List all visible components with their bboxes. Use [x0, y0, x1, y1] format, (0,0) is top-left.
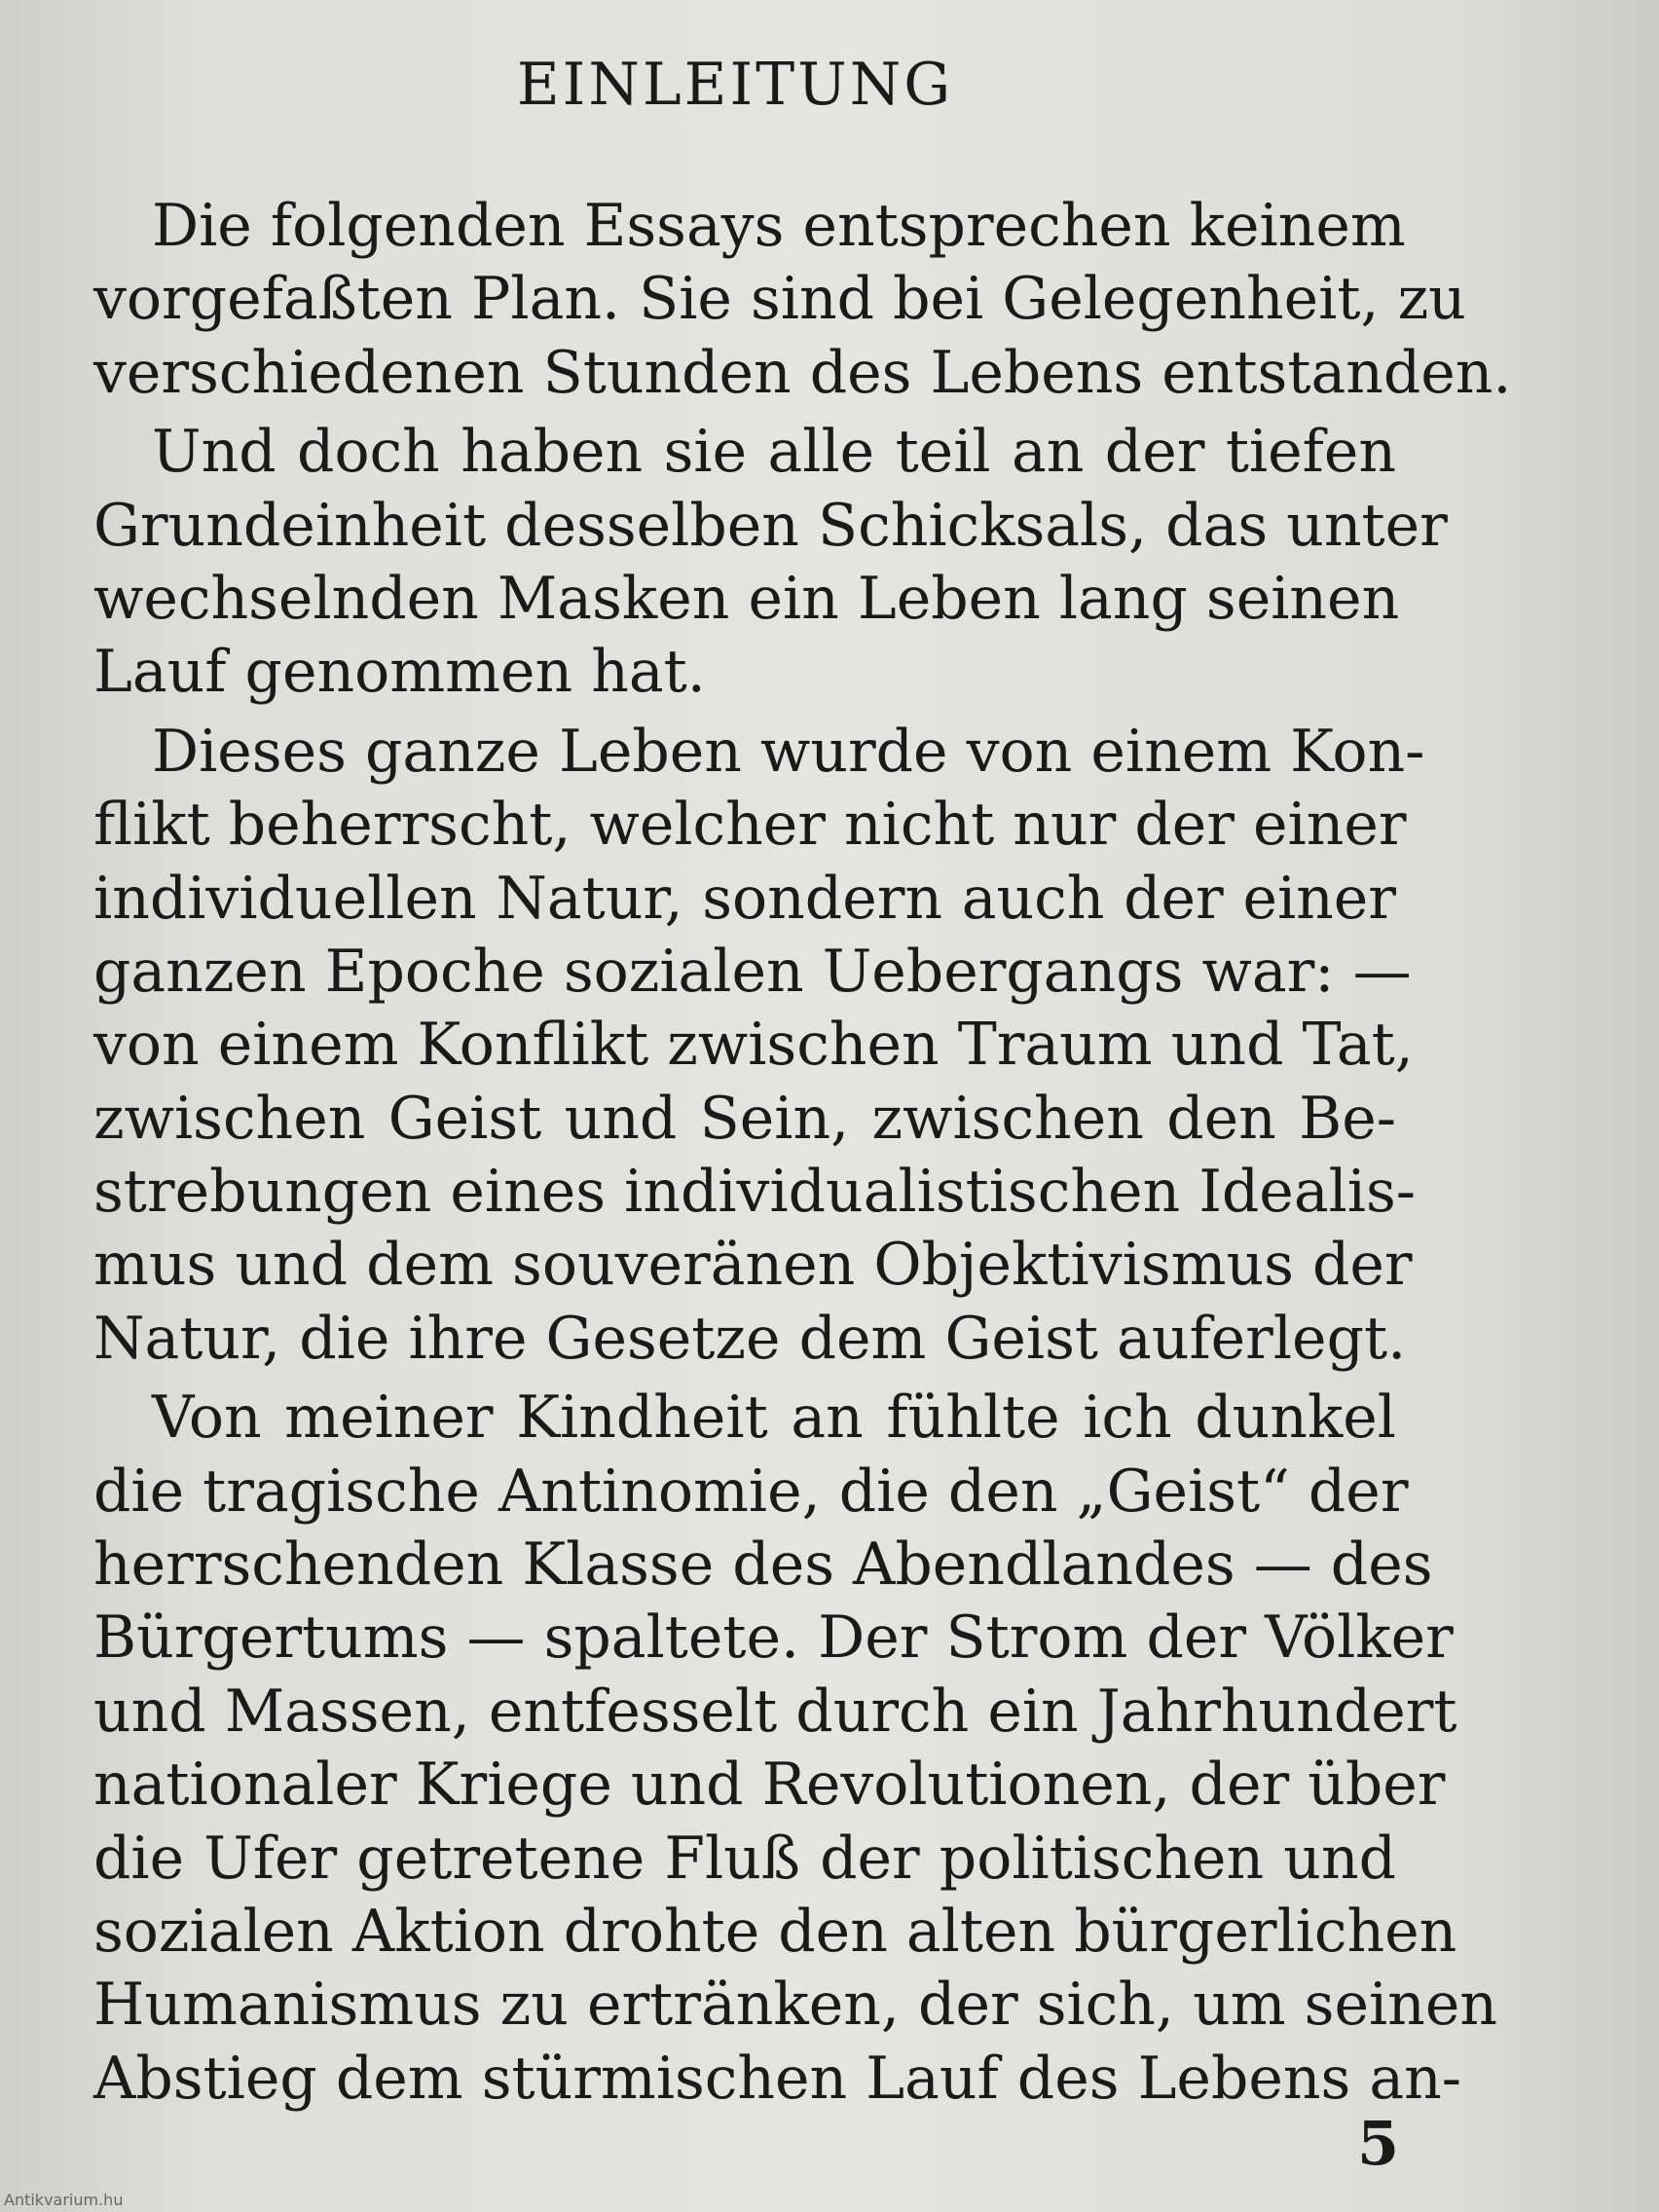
page-number: 5: [1357, 2108, 1400, 2179]
text-line: von einem Konflikt zwischen Traum und Tat,: [93, 1011, 1414, 1080]
text-line: Lauf genommen hat.: [93, 638, 706, 707]
body-text: [93, 190, 1512, 2116]
text-line: und Massen, entfesselt durch ein Jahrhundert: [93, 1677, 1457, 1746]
text-line: vorgefaßten Plan. Sie sind bei Gelegenheit, zu: [93, 265, 1466, 334]
text-line: strebungen eines individualistischen Idealis-: [93, 1158, 1417, 1227]
text-line: Bürgertums — spaltete. Der Strom der Völker: [93, 1604, 1454, 1673]
text-line: herrschenden Klasse des Abendlandes — des: [93, 1530, 1433, 1600]
text-line: die tragische Antinomie, die den „Geist“ der: [93, 1456, 1409, 1526]
text-line: Die folgenden Essays entsprechen keinem: [152, 192, 1406, 260]
watermark: Antikvarium.hu: [4, 2191, 124, 2209]
text-line: Natur, die ihre Gesetze dem Geist auferlegt.: [93, 1304, 1407, 1373]
text-line: nationaler Kriege und Revolutionen, der über: [93, 1751, 1446, 1820]
text-line: ganzen Epoche sozialen Uebergangs war: —: [93, 937, 1412, 1006]
chapter-heading: EINLEITUNG: [516, 51, 954, 119]
text-line: Abstieg dem stürmischen Lauf des Lebens an-: [93, 2044, 1462, 2113]
text-line: Humanismus zu ertränken, der sich, um seinen: [93, 1971, 1497, 2040]
text-line: Von meiner Kindheit an fühlte ich dunkel: [152, 1383, 1396, 1453]
text-line: sozialen Aktion drohte den alten bürgerlichen: [93, 1897, 1457, 1966]
text-line: Grundeinheit desselben Schicksals, das unter: [93, 491, 1448, 560]
text-line: individuellen Natur, sondern auch der einer: [93, 864, 1396, 933]
text-line: Dieses ganze Leben wurde von einem Kon-: [152, 717, 1425, 786]
text-line: die Ufer getretene Fluß der politischen und: [93, 1824, 1396, 1893]
text-line: zwischen Geist und Sein, zwischen den Be-: [93, 1084, 1396, 1153]
text-line: mus und dem souveränen Objektivismus der: [93, 1231, 1413, 1300]
text-line: verschiedenen Stunden des Lebens entstanden.: [93, 338, 1512, 407]
text-line: wechselnden Masken ein Leben lang seinen: [93, 564, 1400, 633]
text-line: flikt beherrscht, welcher nicht nur der einer: [93, 791, 1407, 860]
text-line: Und doch haben sie alle teil an der tiefen: [152, 418, 1396, 487]
